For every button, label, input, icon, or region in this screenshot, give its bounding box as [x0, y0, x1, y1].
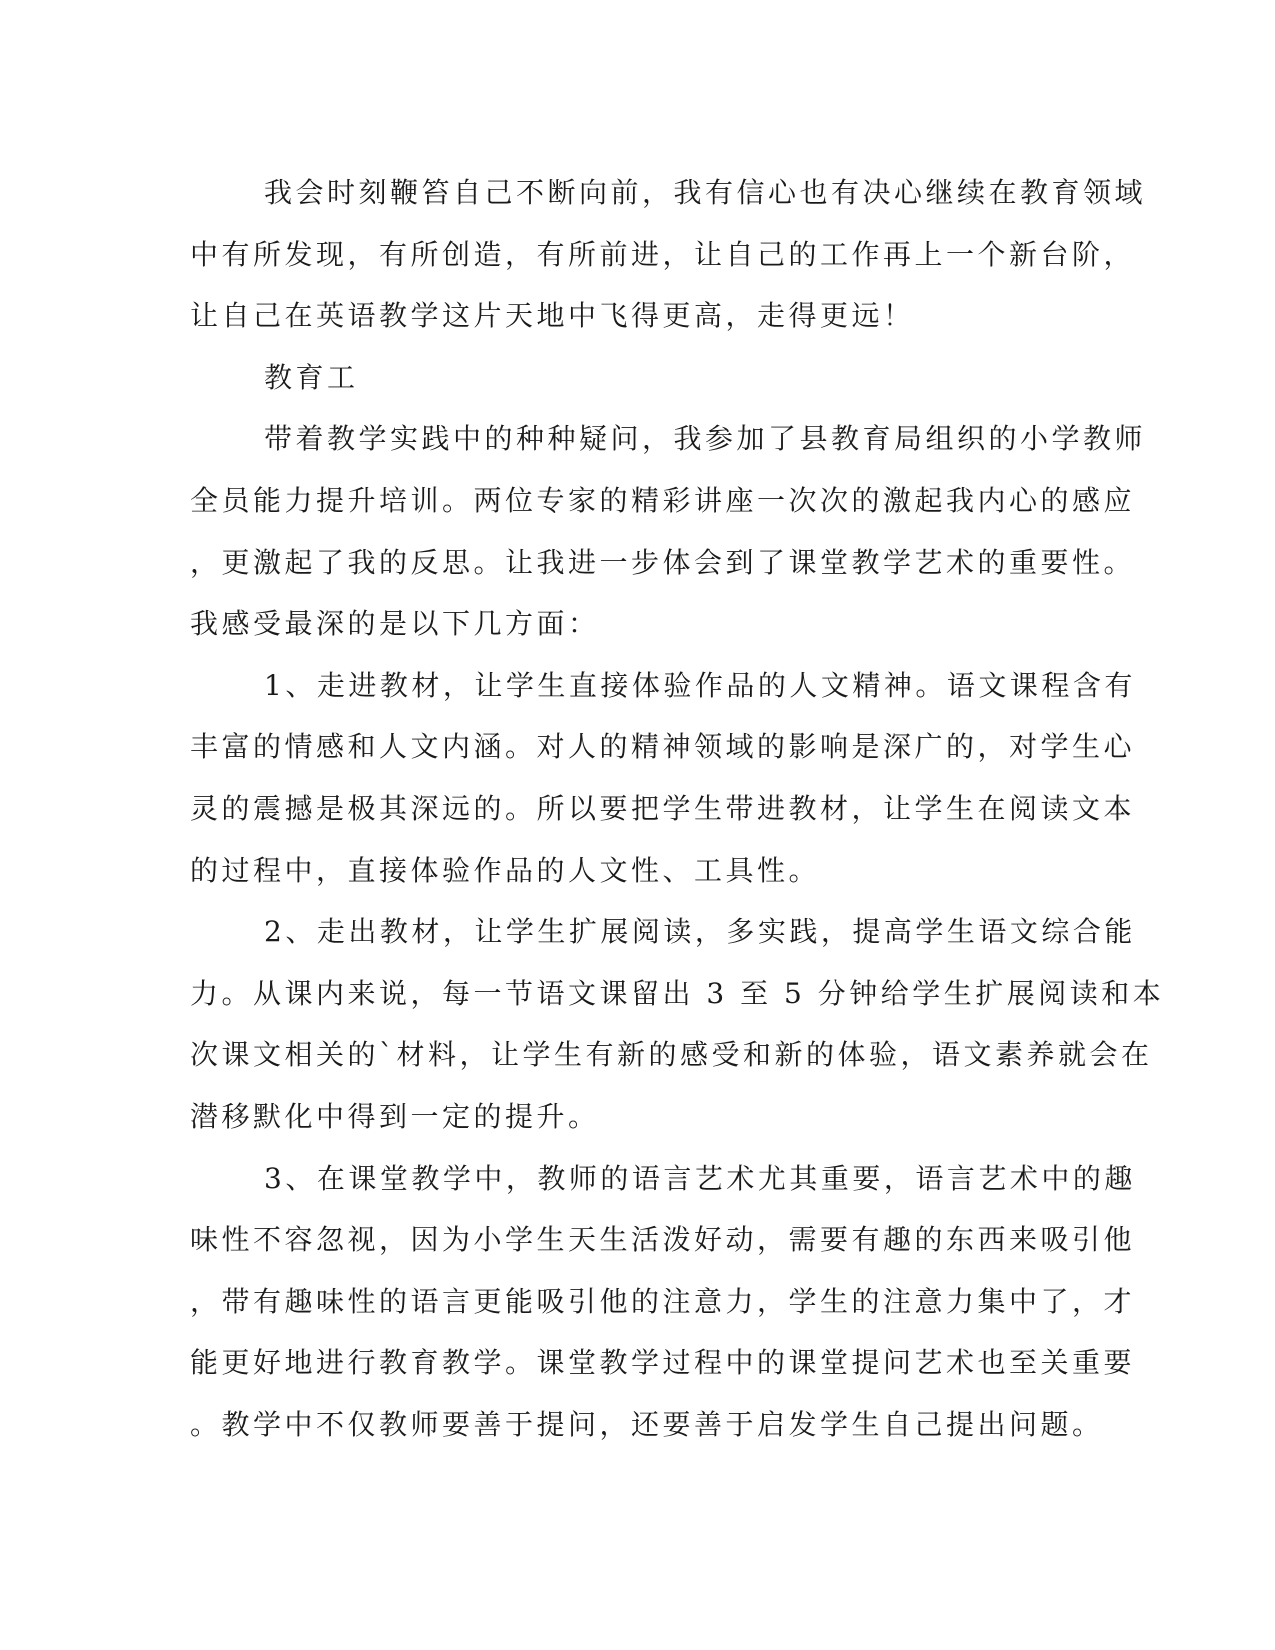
- paragraph-6-line-4: 能更好地进行教育教学。课堂教学过程中的课堂提问艺术也至关重要: [190, 1346, 1136, 1380]
- paragraph-3-line-4: 我感受最深的是以下几方面：: [190, 607, 600, 641]
- paragraph-5-line-1: 2、走出教材，让学生扩展阅读，多实践，提高学生语文综合能: [264, 915, 1136, 949]
- paragraph-4-line-1: 1、走进教材，让学生直接体验作品的人文精神。语文课程含有: [264, 668, 1136, 702]
- paragraph-5-line-2: 力。从课内来说，每一节语文课留出 3 至 5 分钟给学生扩展阅读和本: [190, 976, 1165, 1010]
- paragraph-4-line-3: 灵的震撼是极其深远的。所以要把学生带进教材，让学生在阅读文本: [190, 791, 1136, 825]
- paragraph-1-line-2: 中有所发现，有所创造，有所前进，让自己的工作再上一个新台阶，: [190, 237, 1136, 271]
- paragraph-6-line-5: 。教学中不仅教师要善于提问，还要善于启发学生自己提出问题。: [190, 1407, 1104, 1441]
- paragraph-4-line-4: 的过程中，直接体验作品的人文性、工具性。: [190, 853, 821, 887]
- paragraph-1-line-1: 我会时刻鞭笞自己不断向前，我有信心也有决心继续在教育领域: [264, 176, 1147, 209]
- paragraph-3-line-2: 全员能力提升培训。两位专家的精彩讲座一次次的激起我内心的感应: [190, 483, 1136, 517]
- paragraph-6-line-2: 味性不容忽视，因为小学生天生活泼好动，需要有趣的东西来吸引他: [190, 1223, 1136, 1257]
- paragraph-2-line-1: 教育工: [264, 360, 359, 394]
- document-body: [190, 162, 1165, 1455]
- paragraph-5-line-4: 潜移默化中得到一定的提升。: [190, 1099, 600, 1133]
- paragraph-5-line-3: 次课文相关的`材料，让学生有新的感受和新的体验，语文素养就会在: [190, 1038, 1153, 1072]
- paragraph-3-line-3: ，更激起了我的反思。让我进一步体会到了课堂教学艺术的重要性。: [190, 545, 1136, 579]
- paragraph-1-line-3: 让自己在英语教学这片天地中飞得更高，走得更远！: [190, 299, 915, 333]
- paragraph-6-line-3: ，带有趣味性的语言更能吸引他的注意力，学生的注意力集中了，才: [190, 1284, 1136, 1318]
- paragraph-6-line-1: 3、在课堂教学中，教师的语言艺术尤其重要，语言艺术中的趣: [264, 1161, 1136, 1195]
- paragraph-3-line-1: 带着教学实践中的种种疑问，我参加了县教育局组织的小学教师: [264, 422, 1147, 456]
- paragraph-4-line-2: 丰富的情感和人文内涵。对人的精神领域的影响是深广的，对学生心: [190, 730, 1136, 764]
